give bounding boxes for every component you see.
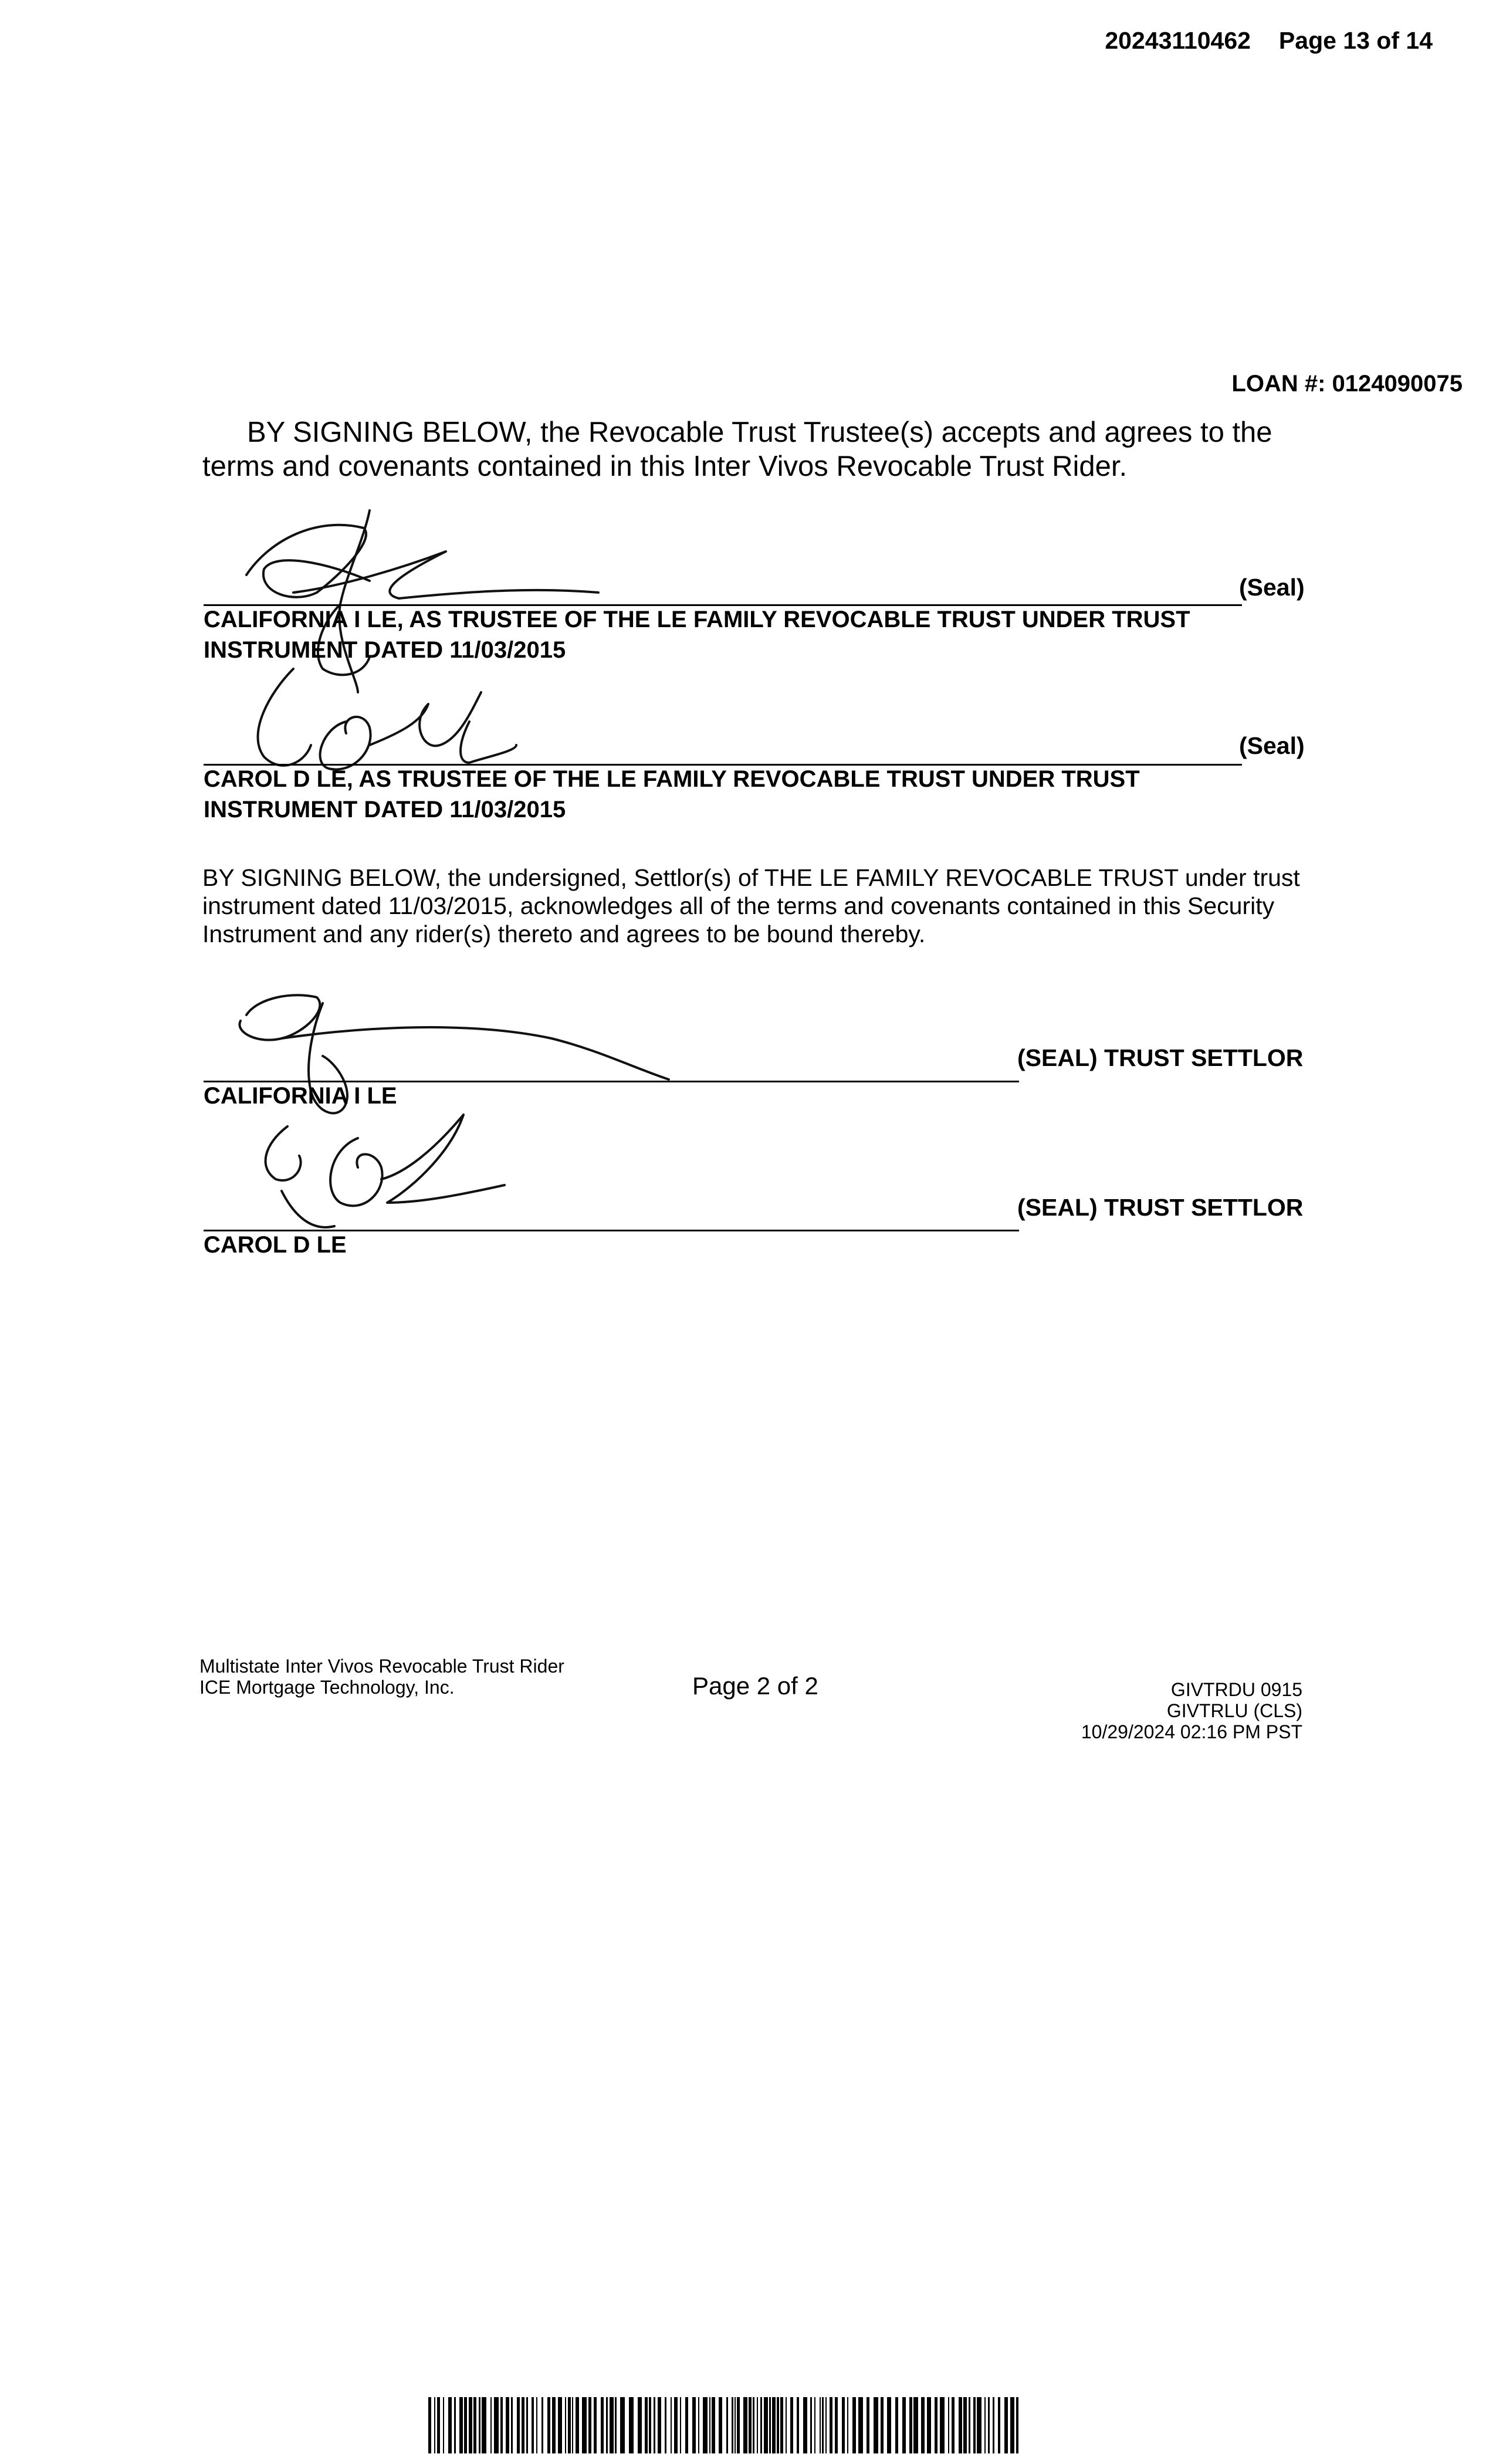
settlor-name-1: CALIFORNIA I LE — [204, 1083, 397, 1109]
barcode-bar — [594, 2397, 597, 2453]
barcode-bar — [494, 2397, 499, 2453]
barcode-bar — [1004, 2397, 1008, 2453]
barcode-bar — [757, 2397, 758, 2453]
barcode-bar — [786, 2397, 787, 2453]
barcode-bar — [671, 2397, 672, 2453]
barcode-bar — [459, 2397, 463, 2453]
barcode-bar — [709, 2397, 710, 2453]
barcode-bar — [610, 2397, 614, 2453]
barcode-bar — [649, 2397, 651, 2453]
barcode-bar — [825, 2397, 827, 2453]
barcode-bar — [760, 2397, 762, 2453]
barcode-bar — [797, 2397, 799, 2453]
barcode-bar — [490, 2397, 492, 2453]
settlor-name-2: CAROL D LE — [204, 1232, 347, 1258]
barcode-bar — [993, 2397, 994, 2453]
barcode-bar — [511, 2397, 513, 2453]
barcode-bar — [810, 2397, 812, 2453]
barcode-bar — [638, 2397, 642, 2453]
barcode-bar — [547, 2397, 550, 2453]
barcode-bar — [454, 2397, 456, 2453]
barcode-bar — [654, 2397, 655, 2453]
loan-value: 0124090075 — [1332, 371, 1463, 397]
barcode-bar — [712, 2397, 715, 2453]
trustee-name-1-line2: INSTRUMENT DATED 11/03/2015 — [204, 637, 566, 663]
barcode-bar — [737, 2397, 740, 2453]
barcode-bar — [517, 2397, 520, 2453]
barcode-bar — [629, 2397, 634, 2453]
barcode-bar — [772, 2397, 776, 2453]
trustee-name-2 — [204, 764, 1260, 825]
trustee-acknowledgment: BY SIGNING BELOW, the Revocable Trust Trustee(s) accepts and agrees to the terms and covenants contained in this Inter Vivos Revocable Trust Rider. — [202, 417, 1272, 482]
form-codes — [1081, 1679, 1302, 1742]
barcode-bar — [582, 2397, 587, 2453]
trustee-name-2-line1: CAROL D LE, AS TRUSTEE OF THE LE FAMILY REVOCABLE TRUST UNDER TRUST — [204, 766, 1140, 792]
barcode-bar — [998, 2397, 1000, 2453]
barcode-bar — [552, 2397, 556, 2453]
barcode-bar — [479, 2397, 480, 2453]
loan-number — [1231, 371, 1463, 397]
barcode-bar — [895, 2397, 898, 2453]
barcode-bar — [777, 2397, 779, 2453]
barcode-bar — [984, 2397, 986, 2453]
settlor-seal-label-1: (SEAL) TRUST SETTLOR — [1017, 1044, 1304, 1071]
barcode-bar — [434, 2397, 435, 2453]
barcode-bar — [959, 2397, 962, 2453]
barcode-bar — [572, 2397, 573, 2453]
barcode-bar — [830, 2397, 832, 2453]
barcode-bar — [973, 2397, 976, 2453]
barcode-bar — [601, 2397, 604, 2453]
barcode-bar — [822, 2397, 824, 2453]
barcode-bar — [1016, 2397, 1018, 2453]
barcode-bar — [842, 2397, 845, 2453]
barcode-bar — [536, 2397, 537, 2453]
barcode-bar — [437, 2397, 440, 2453]
barcode-bar — [749, 2397, 752, 2453]
barcode-bar — [940, 2397, 945, 2453]
barcode-bar — [658, 2397, 661, 2453]
barcode-bar — [814, 2397, 815, 2453]
barcode-bar — [565, 2397, 566, 2453]
barcode-bar — [576, 2397, 579, 2453]
barcode-bar — [753, 2397, 754, 2453]
barcode-bar — [726, 2397, 728, 2453]
barcode-bar — [909, 2397, 912, 2453]
settlor-acknowledgment: BY SIGNING BELOW, the undersigned, Settlor(s) of THE LE FAMILY REVOCABLE TRUST under trust instrument dated 11/03/2015, acknowledges all of the terms and covenants contained in this Security Instrument and any rider(s) thereto and agrees to be bound thereby. — [202, 864, 1300, 947]
barcode-bar — [719, 2397, 722, 2453]
barcode-bar — [847, 2397, 848, 2453]
barcode-bar — [703, 2397, 708, 2453]
barcode-bar — [482, 2397, 486, 2453]
barcode-bar — [428, 2397, 431, 2453]
barcode-bar — [558, 2397, 562, 2453]
barcode-bar — [948, 2397, 949, 2453]
barcode-bar — [988, 2397, 990, 2453]
barcode-bar — [685, 2397, 688, 2453]
barcode-bar — [541, 2397, 543, 2453]
barcode-bar — [921, 2397, 925, 2453]
barcode-bar — [443, 2397, 444, 2453]
barcode-bar — [927, 2397, 931, 2453]
barcode-bar — [874, 2397, 878, 2453]
barcode-bar — [692, 2397, 696, 2453]
barcode-bar — [698, 2397, 699, 2453]
barcode-bar — [645, 2397, 648, 2453]
barcode-bar — [469, 2397, 472, 2453]
loan-label: LOAN #: — [1231, 371, 1326, 397]
barcode-bar — [473, 2397, 476, 2453]
barcode-bar — [735, 2397, 736, 2453]
barcode-bar — [963, 2397, 967, 2453]
form-title-block — [199, 1656, 564, 1698]
barcode-bar — [935, 2397, 937, 2453]
barcode-bar — [568, 2397, 571, 2453]
barcode-bar — [620, 2397, 625, 2453]
barcode-bar — [790, 2397, 793, 2453]
barcode-bar — [952, 2397, 955, 2453]
settlor-seal-label-2: (SEAL) TRUST SETTLOR — [1017, 1194, 1304, 1221]
barcode-bar — [803, 2397, 807, 2453]
barcode-icon — [428, 2397, 1027, 2453]
barcode-bar — [977, 2397, 981, 2453]
seal-label-2: (Seal) — [1239, 732, 1305, 759]
barcode-bar — [674, 2397, 678, 2453]
barcode-bar — [522, 2397, 524, 2453]
document-number: 20243110462 — [1105, 27, 1251, 54]
barcode-bar — [858, 2397, 863, 2453]
form-code-1: GIVTRDU 0915 — [1170, 1679, 1302, 1700]
trustee-name-1-line1: CALIFORNIA I LE, AS TRUSTEE OF THE LE FAMILY REVOCABLE TRUST UNDER TRUST — [204, 607, 1190, 632]
barcode-bar — [835, 2397, 838, 2453]
signature-icon — [241, 1103, 546, 1244]
barcode-bar — [665, 2397, 666, 2453]
page-indicator: Page 13 of 14 — [1278, 27, 1433, 54]
barcode-bar — [1010, 2397, 1014, 2453]
barcode-bar — [526, 2397, 528, 2453]
barcode-bar — [464, 2397, 467, 2453]
barcode-bar — [588, 2397, 591, 2453]
barcode-bar — [887, 2397, 891, 2453]
barcode-bar — [680, 2397, 681, 2453]
barcode-bar — [820, 2397, 821, 2453]
company-name: ICE Mortgage Technology, Inc. — [199, 1677, 455, 1698]
barcode-bar — [764, 2397, 768, 2453]
barcode-bar — [506, 2397, 509, 2453]
print-timestamp: 10/29/2024 02:16 PM PST — [1081, 1721, 1302, 1742]
barcode-bar — [867, 2397, 869, 2453]
form-title: Multistate Inter Vivos Revocable Trust Rider — [199, 1656, 564, 1677]
trustee-name-2-line2: INSTRUMENT DATED 11/03/2015 — [204, 797, 566, 823]
page-number: Page 2 of 2 — [692, 1672, 818, 1700]
barcode-bar — [606, 2397, 608, 2453]
barcode-bar — [448, 2397, 452, 2453]
form-code-2: GIVTRLU (CLS) — [1166, 1700, 1302, 1721]
recording-header — [1105, 27, 1433, 55]
barcode-bar — [881, 2397, 884, 2453]
barcode-bar — [902, 2397, 906, 2453]
barcode-bar — [615, 2397, 617, 2453]
barcode-bar — [743, 2397, 747, 2453]
barcode-bar — [769, 2397, 771, 2453]
barcode-bar — [852, 2397, 856, 2453]
barcode-bar — [913, 2397, 918, 2453]
barcode-bar — [732, 2397, 733, 2453]
seal-label-1: (Seal) — [1239, 574, 1305, 601]
barcode-bar — [500, 2397, 503, 2453]
barcode-bar — [969, 2397, 970, 2453]
barcode-bar — [532, 2397, 534, 2453]
barcode-bar — [780, 2397, 783, 2453]
